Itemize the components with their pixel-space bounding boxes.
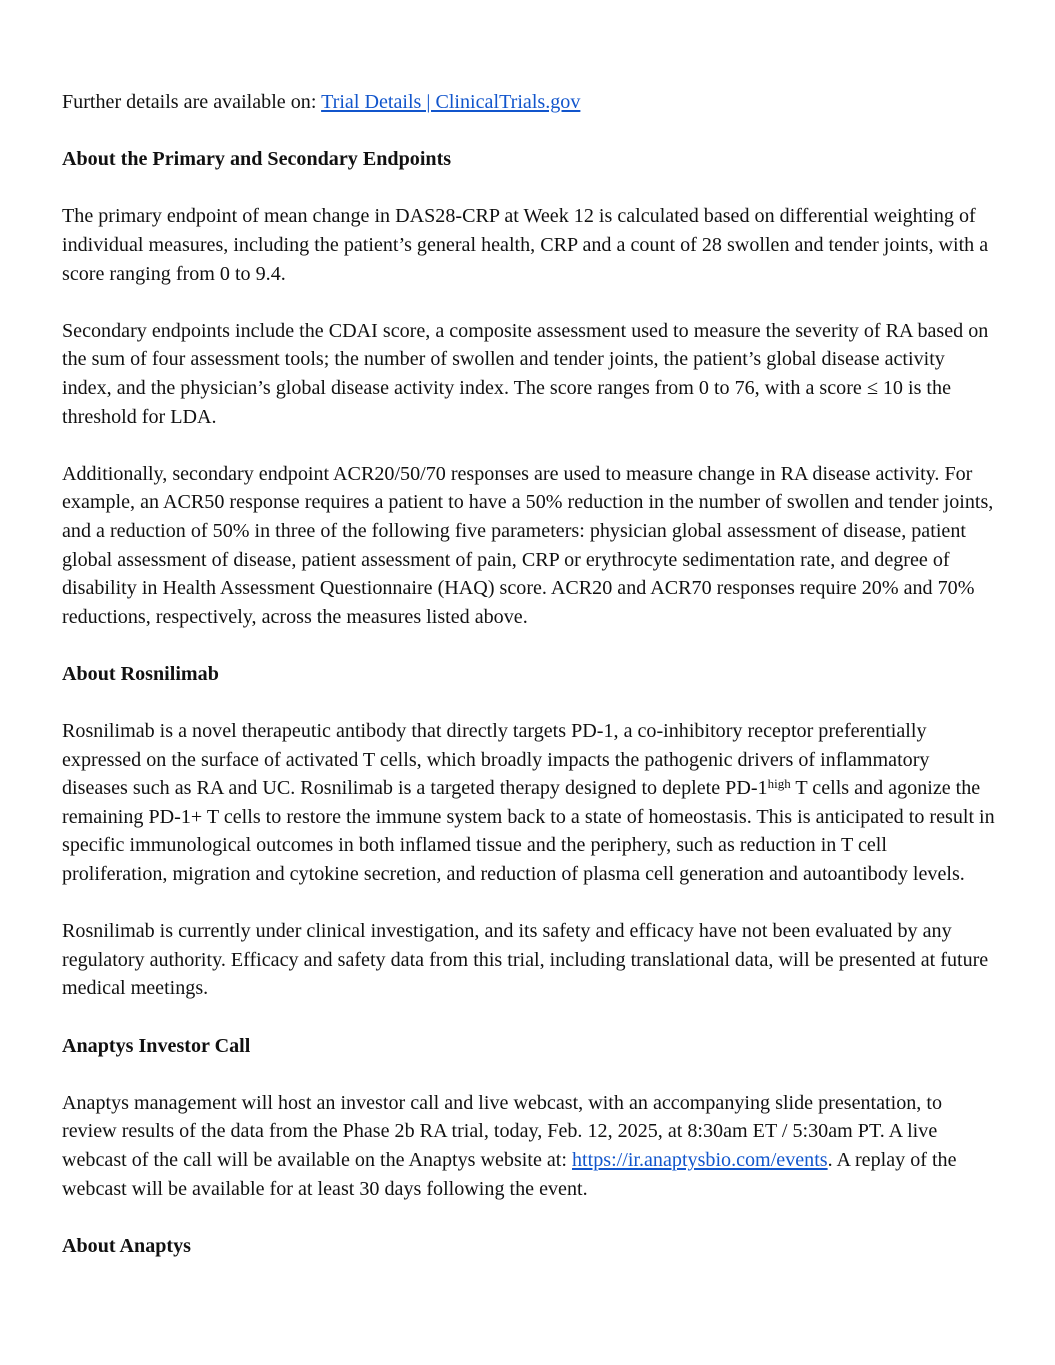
high-superscript: high: [767, 776, 791, 792]
endpoints-heading: About the Primary and Secondary Endpoints: [62, 148, 452, 171]
secondary-endpoint-paragraph: Secondary endpoints include the CDAI score, a composite assessment used to measure the severity of RA based on the sum of four assessment tools; the number of swollen and tender joints, the patient’s global disease activity index, and the physician’s global disease activity index. The score ranges from 0 to 76, with a score ≤ 10 is the threshold for LDA.: [62, 319, 989, 428]
intro-paragraph: [62, 88, 996, 117]
investor-call-paragraph: [62, 1089, 996, 1203]
investor-call-heading: Anaptys Investor Call: [62, 1034, 251, 1057]
document-page: [62, 88, 996, 1289]
investor-call-text-before: Anaptys management will host an investor call and live webcast, with an accompanying slide presentation, to review results of the data from the Phase 2b RA trial, today, Feb. 12, 2025, at 8:30am ET / 5:30am PT. A live webcast of the call will be available on the Anaptys website at:: [62, 1091, 942, 1171]
rosnilimab-heading: About Rosnilimab: [62, 662, 219, 685]
investor-call-text-after: . A replay of the webcast will be available for at least 30 days following the event.: [62, 1148, 957, 1200]
intro-prefix: Further details are available on:: [62, 91, 322, 113]
rosnilimab-status-paragraph: Rosnilimab is currently under clinical investigation, and its safety and efficacy have not been evaluated by any regulatory authority. Efficacy and safety data from this trial, including translational data, will be presented at future medical meetings.: [62, 920, 989, 1000]
events-link[interactable]: https://ir.anaptysbio.com/events: [572, 1148, 828, 1171]
acr-response-paragraph: Additionally, secondary endpoint ACR20/50/70 responses are used to measure change in RA disease activity. For example, an ACR50 response requires a patient to have a 50% reduction in the number of swollen and tender joints, and a reduction of 50% in three of the following five parameters: physician global assessment of disease, patient global assessment of disease, patient assessment of pain, CRP or erythrocyte sedimentation rate, and degree of disability in Health Assessment Questionnaire (HAQ) score. ACR20 and ACR70 responses require 20% and 70% reductions, respectively, across the measures listed above.: [62, 462, 994, 628]
clinicaltrials-link[interactable]: Trial Details | ClinicalTrials.gov: [321, 91, 581, 113]
about-anaptys-heading: About Anaptys: [62, 1234, 191, 1257]
rosnilimab-description-paragraph: [62, 717, 996, 889]
primary-endpoint-paragraph: The primary endpoint of mean change in DAS28-CRP at Week 12 is calculated based on differential weighting of individual measures, including the patient’s general health, CRP and a count of 28 swollen and tender joints, with a score ranging from 0 to 9.4.: [62, 205, 989, 285]
rosnilimab-text-part2: T cells and agonize the remaining PD-1+ T cells to restore the immune system back to a state of homeostasis. This is anticipated to result in specific immunological outcomes in both inflamed tissue and the periphery, such as reduction in T cell proliferation, migration and cytokine secretion, and reduction of plasma cell generation and autoantibody levels.: [62, 777, 995, 886]
rosnilimab-text-part1: Rosnilimab is a novel therapeutic antibody that directly targets PD-1, a co-inhibitory receptor preferentially expressed on the surface of activated T cells, which broadly impacts the pathogenic drivers of inflammatory diseases such as RA and UC. Rosnilimab is a targeted therapy designed to deplete PD-1: [62, 720, 930, 800]
